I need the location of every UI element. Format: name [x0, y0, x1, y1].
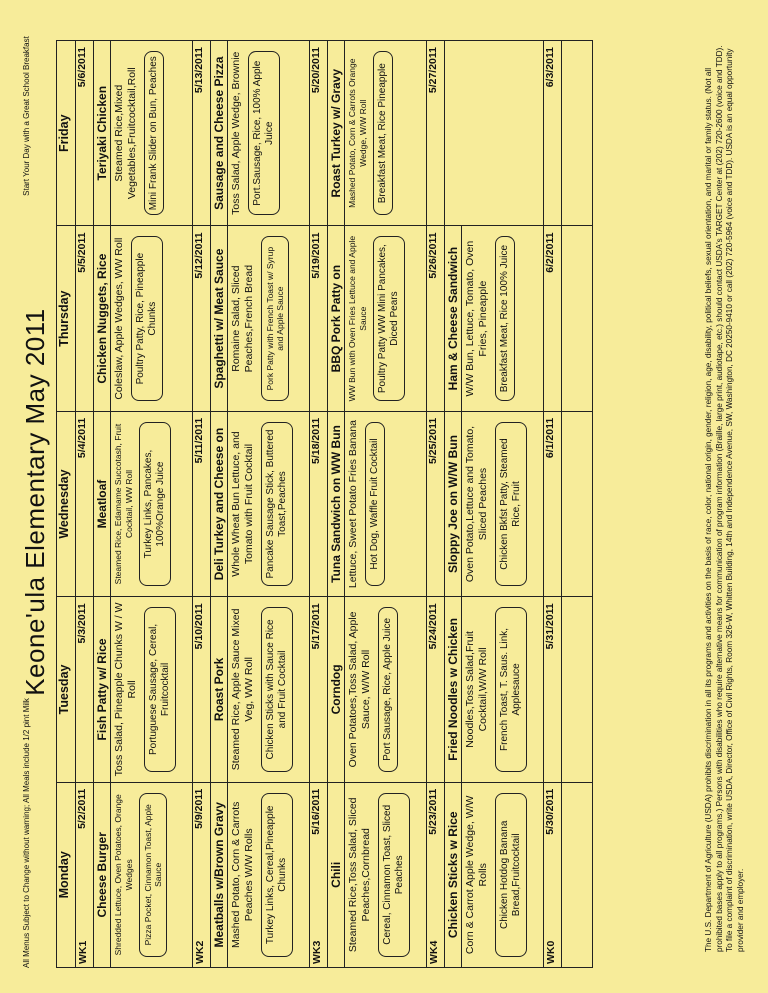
- date-cell: [427, 41, 445, 226]
- breakfast-box: Chicken Sticks with Sauce Rice and Fruit Cocktail: [261, 607, 293, 771]
- date-cell: [193, 782, 211, 967]
- date-text: 5/19/2011: [310, 232, 322, 279]
- date-text: 5/30/2011: [544, 788, 556, 835]
- week-meal-row: [211, 41, 310, 968]
- lunch-sides: Lettuce, Sweet Potato Fries Banana: [347, 419, 360, 589]
- date-cell: [427, 411, 445, 596]
- date-text: 6/3/2011: [544, 47, 556, 88]
- meal-cell: [562, 41, 593, 226]
- lunch-entree: Chili: [328, 783, 345, 967]
- date-cell: [427, 597, 445, 782]
- date-cell: [193, 411, 211, 596]
- meal-cell: [211, 41, 310, 226]
- menu-calendar-table: [56, 40, 593, 968]
- week-label: WK1: [77, 940, 89, 964]
- date-cell: [310, 597, 328, 782]
- meal-cell: [445, 782, 544, 967]
- date-cell: [544, 411, 562, 596]
- week-meal-row: [328, 41, 427, 968]
- lunch-entree: Roast Pork: [211, 597, 228, 781]
- lunch-sides: Toss Salad, Apple Wedge, Brownie: [230, 51, 243, 215]
- lunch-entree: BBQ Pork Patty on: [328, 226, 345, 410]
- lunch-entree: Corndog: [328, 597, 345, 781]
- lunch-sides: Steamed Rice,Mixed Vegetables,Fruitcocktail,Roll: [113, 67, 138, 200]
- day-header-row: [57, 41, 76, 968]
- meal-cell: [328, 411, 427, 596]
- week-meal-row: [562, 41, 593, 968]
- date-text: 5/12/2011: [193, 232, 205, 279]
- breakfast-box: Port Sausage, Rice, Apple Juice: [378, 607, 398, 771]
- breakfast-box: Mini Frank Slider on Bun, Peaches: [144, 51, 164, 215]
- breakfast-box: French Toast, T. Saus. Link, Applesauce: [495, 607, 527, 771]
- date-cell: [427, 226, 445, 411]
- date-cell: [544, 597, 562, 782]
- date-text: 5/5/2011: [76, 232, 88, 273]
- date-cell: [76, 411, 94, 596]
- breakfast-box: Poultry Patty WW Mini Pancakes, Diced Pears: [373, 236, 405, 400]
- lunch-entree: Chicken Sticks w Rice: [445, 783, 462, 967]
- lunch-entree: Roast Turkey w/ Gravy: [328, 41, 345, 225]
- date-cell: [76, 226, 94, 411]
- date-text: 5/3/2011: [76, 603, 88, 644]
- lunch-sides: Mashed Potato, Corn & Carrots Orange Wedge, W/W Roll: [347, 58, 368, 208]
- week-date-row: [310, 41, 328, 968]
- lunch-sides: Noodles,Toss Salad,Fruit Cocktail,W/W Roll: [464, 631, 489, 748]
- meal-cell: [562, 597, 593, 782]
- menu-sheet: [16, 32, 756, 972]
- meal-cell: [328, 597, 427, 782]
- week-date-row: [544, 41, 562, 968]
- date-text: 5/20/2011: [310, 47, 322, 94]
- meal-cell: [211, 597, 310, 782]
- date-text: 5/6/2011: [76, 47, 88, 88]
- breakfast-box: Poultry Patty, Rice, Pineapple Chunks: [131, 236, 163, 400]
- usda-nondiscrimination-statement: The U.S. Department of Agriculture (USDA) prohibits discrimination in all its programs and activities on the basis of race, color, national origin, gender, religion, age, disability, political beliefs, sexual orientation, and marital or family status. (Not all prohibited bases apply to all programs.) Persons with disabilities who require alternative means for communication of program information (Braille, large print, audiotape, etc.) should contact USDA's TARGET Center at (202) 720-2600 (voice and TDD). To file a complaint of discrimination, write USDA, Director, Office of Civil Rights, Room 326-W, Whitten Building, 14th and Independence Avenue, SW, Washington, DC 20250-9410 or call (202) 720-5964 (voice and TDD). USDA is an equal opportunity provider and employer.: [704, 45, 745, 952]
- lunch-sides: WW Bun with Oven Fries Lettuce and Apple Sauce: [347, 235, 368, 402]
- meal-cell: [94, 41, 193, 226]
- breakfast-box: Hot Dog, Waffle Fruit Cocktail: [365, 422, 385, 586]
- day-header-monday: Monday: [57, 782, 76, 967]
- date-text: 5/25/2011: [427, 417, 439, 464]
- date-cell: [544, 41, 562, 226]
- week-date-row: [76, 41, 94, 968]
- lunch-sides: Romaine Salad, Sliced Peaches,French Bread: [230, 264, 255, 373]
- meal-cell: [328, 226, 427, 411]
- meal-cell: [328, 41, 427, 226]
- date-text: 5/17/2011: [310, 603, 322, 650]
- lunch-entree: Meatloaf: [94, 412, 111, 596]
- breakfast-box: Chicken Bkfst Patty, Steamed Rice, Fruit: [495, 422, 527, 586]
- day-header-tuesday: Tuesday: [57, 597, 76, 782]
- lunch-sides: Steamed Rice,Toss Salad, Sliced Peaches,Cornbread: [347, 797, 372, 953]
- breakfast-box: Chicken Hotdog Banana Bread,Fruitcocktail: [495, 793, 527, 957]
- date-text: 5/27/2011: [427, 47, 439, 94]
- date-cell: [76, 782, 94, 967]
- lunch-sides: Steamed Rice, Edamame Succotash, Fruit Cocktail, WW Roll: [113, 423, 134, 585]
- breakfast-box: Port.Sausage, Rice, 100% Apple Juice: [248, 51, 280, 215]
- breakfast-box: Breakfast Meat, Rice Pineapple: [373, 51, 393, 215]
- lunch-sides: Steamed Rice, Apple Sauce Mixed Veg, WW Roll: [230, 608, 255, 771]
- date-cell: [76, 597, 94, 782]
- date-text: 5/11/2011: [193, 417, 205, 464]
- lunch-sides: Corn & Carrot Apple Wedge, W/W Rolls: [464, 795, 489, 955]
- lunch-entree: Spaghetti w/ Meat Sauce: [211, 226, 228, 410]
- date-text: 6/2/2011: [544, 232, 556, 273]
- date-text: 5/31/2011: [544, 603, 556, 650]
- date-cell: [193, 226, 211, 411]
- lunch-sides: Oven Potato,Lettuce and Tomato, Sliced Peaches: [464, 425, 489, 583]
- lunch-sides: Toss Salad, Pineapple Chunks W / W Roll: [113, 602, 138, 777]
- day-header-friday: Friday: [57, 41, 76, 226]
- meal-cell: [445, 411, 544, 596]
- lunch-entree: Sloppy Joe on W/W Bun: [445, 412, 462, 596]
- week-meal-row: [94, 41, 193, 968]
- date-cell: [427, 782, 445, 967]
- lunch-entree: Ham & Cheese Sandwich: [445, 226, 462, 410]
- date-cell: [544, 782, 562, 967]
- date-cell: [310, 782, 328, 967]
- day-header-thursday: Thursday: [57, 226, 76, 411]
- menu-body: [76, 41, 593, 968]
- week-date-row: [193, 41, 211, 968]
- lunch-entree: Meatballs w/Brown Gravy: [211, 783, 228, 967]
- meal-cell: [211, 411, 310, 596]
- meal-cell: [445, 597, 544, 782]
- lunch-entree: Fried Noodles w Chicken: [445, 597, 462, 781]
- lunch-sides: Mashed Potato, Corn & Carrots Peaches W/W Rolls: [230, 801, 255, 949]
- breakfast-box: Portuguese Sausage, Cereal, Fruitcocktail: [144, 607, 176, 771]
- meal-cell: [445, 41, 544, 226]
- breakfast-box: Turkey Links, Cereal,Pineapple Chunks: [261, 793, 293, 957]
- date-cell: [193, 41, 211, 226]
- lunch-entree: Deli Turkey and Cheese on: [211, 412, 228, 596]
- meal-cell: [562, 411, 593, 596]
- date-cell: [76, 41, 94, 226]
- week-label: WK4: [428, 940, 440, 964]
- meal-cell: [211, 782, 310, 967]
- date-text: 5/18/2011: [310, 417, 322, 464]
- lunch-entree: Chicken Nuggets, Rice: [94, 226, 111, 410]
- lunch-sides: Shredded Lettuce, Oven Potatoes, Orange Wedges: [113, 794, 134, 956]
- date-text: 5/13/2011: [193, 47, 205, 94]
- lunch-entree: Teriyaki Chicken: [94, 41, 111, 225]
- lunch-entree: Fish Patty w/ Rice: [94, 597, 111, 781]
- date-text: 6/1/2011: [544, 417, 556, 459]
- week-meal-row: [445, 41, 544, 968]
- menu-change-note: All Menus Subject to Change without warning; All Meals include 1/2 pint Milk: [22, 698, 31, 968]
- date-text: 5/10/2011: [193, 603, 205, 650]
- date-cell: [310, 411, 328, 596]
- meal-cell: [328, 782, 427, 967]
- meal-cell: [94, 597, 193, 782]
- date-text: 5/9/2011: [193, 788, 205, 829]
- meal-cell: [562, 782, 593, 967]
- meal-cell: [94, 411, 193, 596]
- meal-cell: [94, 782, 193, 967]
- week-label: WK2: [194, 940, 206, 964]
- date-text: 5/26/2011: [427, 232, 439, 279]
- breakfast-box: Breakfast Meat, Rice 100% Juice: [495, 236, 515, 400]
- meal-cell: [211, 226, 310, 411]
- week-date-row: [427, 41, 445, 968]
- lunch-sides: Oven Potatoes,Toss Salad, Apple Sauce, W/W Roll: [347, 611, 372, 768]
- date-text: 5/4/2011: [76, 417, 88, 459]
- lunch-sides: Coleslaw, Apple Wedges, WW Roll: [113, 237, 126, 400]
- week-label: WK0: [545, 940, 557, 964]
- breakfast-box: Turkey Links, Pancakes, 100%Orange Juice: [139, 422, 171, 586]
- breakfast-note: Start Your Day with a Great School Breakfast: [22, 36, 31, 196]
- page-title: Keone'ula Elementary May 2011: [20, 308, 50, 696]
- lunch-sides: Whole Wheat Bun Lettuce, and Tomato with Fruit Cocktail: [230, 431, 255, 577]
- week-label: WK3: [311, 940, 323, 964]
- day-header-wednesday: Wednesday: [57, 411, 76, 596]
- meal-cell: [94, 226, 193, 411]
- meal-cell: [562, 226, 593, 411]
- breakfast-box: Cereal, Cinnamon Toast, Sliced Peaches: [378, 793, 410, 957]
- date-text: 5/16/2011: [310, 788, 322, 835]
- lunch-entree: Sausage and Cheese Pizza: [211, 41, 228, 225]
- date-cell: [544, 226, 562, 411]
- meal-cell: [445, 226, 544, 411]
- lunch-entree: Cheese Burger: [94, 783, 111, 967]
- date-cell: [310, 226, 328, 411]
- date-text: 5/23/2011: [427, 788, 439, 835]
- breakfast-box: Pancake Sausage Stick, Buttered Toast,Peaches: [261, 422, 293, 586]
- breakfast-box: Pizza Pocket, Cinnamon Toast, Apple Sauce: [139, 793, 167, 957]
- lunch-entree: Tuna Sandwich on WW Bun: [328, 412, 345, 596]
- date-text: 5/24/2011: [427, 603, 439, 650]
- date-text: 5/2/2011: [76, 788, 88, 829]
- breakfast-box: Pork Patty with French Toast w/ Syrup and Apple Sauce: [261, 236, 289, 400]
- date-cell: [193, 597, 211, 782]
- lunch-sides: W/W Bun, Lettuce, Tomato, Oven Fries, Pineapple: [464, 240, 489, 397]
- date-cell: [310, 41, 328, 226]
